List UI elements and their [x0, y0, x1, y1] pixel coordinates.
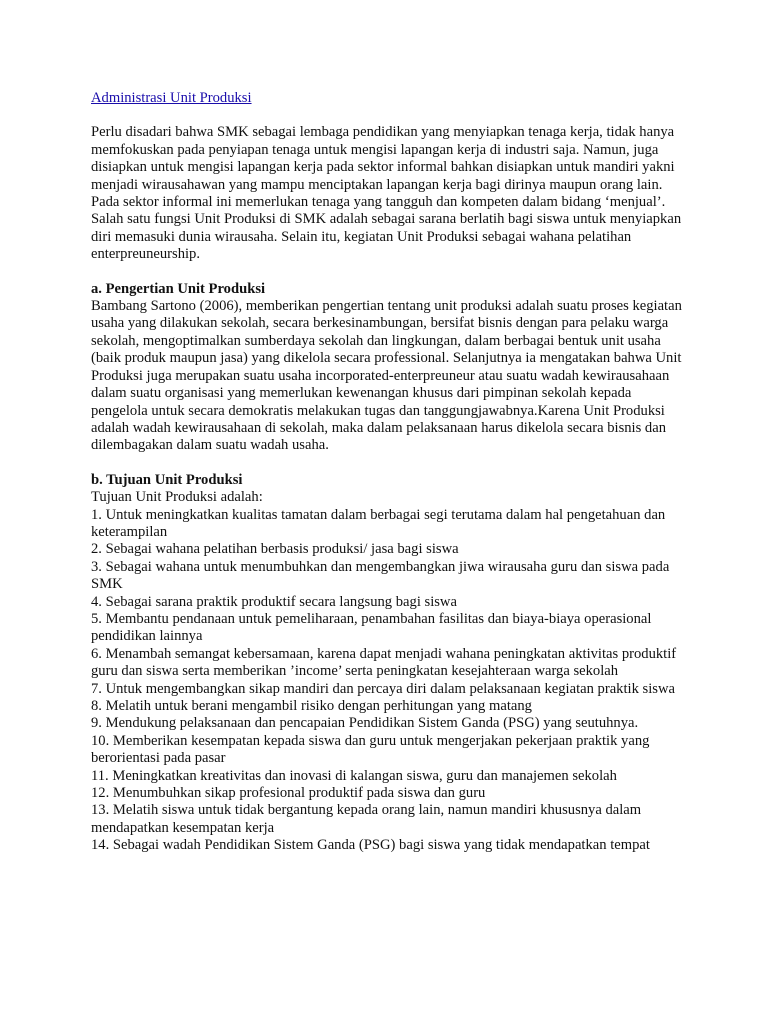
list-item: 6. Menambah semangat kebersamaan, karena dapat menjadi wahana peningkatan aktivitas produktif guru dan siswa serta memberikan ’income’ serta peningkatan kesejahteraan warga sekolah [91, 645, 677, 680]
list-item: 1. Untuk meningkatkan kualitas tamatan dalam berbagai segi terutama dalam hal pengetahuan dan keterampilan [91, 506, 666, 540]
list-item: 5. Membantu pendanaan untuk pemeliharaan, penambahan fasilitas dan biaya-biaya operasional pendidikan lainnya [91, 610, 652, 645]
section-a-heading: a. Pengertian Unit Produksi [91, 280, 266, 297]
list-item: 13. Melatih siswa untuk tidak bergantung kepada orang lain, namun mandiri khususnya dalam mendapatkan kesempatan kerja [91, 802, 642, 836]
list-item: 8. Melatih untuk berani mengambil risiko dengan perhitungan yang matang [91, 698, 532, 714]
objectives-list [91, 507, 691, 855]
document-content [91, 90, 691, 855]
intro-paragraph: Perlu disadari bahwa SMK sebagai lembaga pendidikan yang menyiapkan tenaga kerja, tidak hanya memfokuskan pada penyiapan tenaga untuk mengisi lapangan kerja di industri saja. Namun, juga disiapkan untuk mengisi lapangan kerja pada sektor informal bahkan disiapkan untuk mandiri yakni menjadi wirausahawan yang mampu menciptakan lapangan kerja bagi dirinya maupun orang lain. Pada sektor informal ini memerlukan tenaga yang tangguh dan kompeten dalam bidang ‘menjual’. Salah satu fungsi Unit Produksi di SMK adalah sebagai sarana berlatih bagi siswa untuk menyiapkan diri memasuki dunia wirausaha. Selain itu, kegiatan Unit Produksi sebagai wahana pelatihan enterpreuneurship. [91, 124, 682, 263]
list-item: 4. Sebagai sarana praktik produktif secara langsung bagi siswa [91, 593, 457, 610]
list-item: 11. Meningkatkan kreativitas dan inovasi di kalangan siswa, guru dan manajemen sekolah [91, 767, 617, 784]
section-b-heading: b. Tujuan Unit Produksi [91, 471, 243, 488]
list-item: 10. Memberikan kesempatan kepada siswa dan guru untuk mengerjakan pekerjaan praktik yang berorientasi pada pasar [91, 732, 650, 767]
list-item: 3. Sebagai wahana untuk menumbuhkan dan mengembangkan jiwa wirausaha guru dan siswa pada SMK [91, 558, 670, 593]
list-item: 14. Sebagai wadah Pendidikan Sistem Ganda (PSG) bagi siswa yang tidak mendapatkan tempat [91, 837, 650, 854]
section-a-body: Bambang Sartono (2006), memberikan pengertian tentang unit produksi adalah suatu proses kegiatan usaha yang dilakukan sekolah, secara berkesinambungan, bersifat bisnis dengan para pelaku warga sekolah, mengoptimalkan sumberdaya sekolah dan lingkungan, dalam berbagai bentuk unit usaha (baik produk maupun jasa) yang dikelola secara professional. Selanjutnya ia mengatakan bahwa Unit Produksi juga merupakan suatu usaha incorporated-enterpreuneur atau suatu wadah kewirausahaan dalam suatu organisasi yang memerlukan kewenangan khusus dari pimpinan sekolah kepada pengelola untuk secara demokratis melakukan tugas dan tanggungjawabnya.Karena Unit Produksi adalah wadah kewirausahaan di sekolah, maka dalam pelaksanaan harus dikelola secara bisnis dan dilembagakan dalam suatu wadah usaha. [91, 298, 682, 454]
list-item: 12. Menumbuhkan sikap profesional produktif pada siswa dan guru [91, 785, 486, 802]
section-b-lead: Tujuan Unit Produksi adalah: [91, 489, 263, 506]
document-title-link[interactable]: Administrasi Unit Produksi [91, 90, 252, 106]
list-item: 9. Mendukung pelaksanaan dan pencapaian Pendidikan Sistem Ganda (PSG) yang seutuhnya. [91, 715, 639, 732]
list-item: 2. Sebagai wahana pelatihan berbasis produksi/ jasa bagi siswa [91, 541, 459, 558]
list-item: 7. Untuk mengembangkan sikap mandiri dan percaya diri dalam pelaksanaan kegiatan praktik siswa [91, 680, 675, 697]
